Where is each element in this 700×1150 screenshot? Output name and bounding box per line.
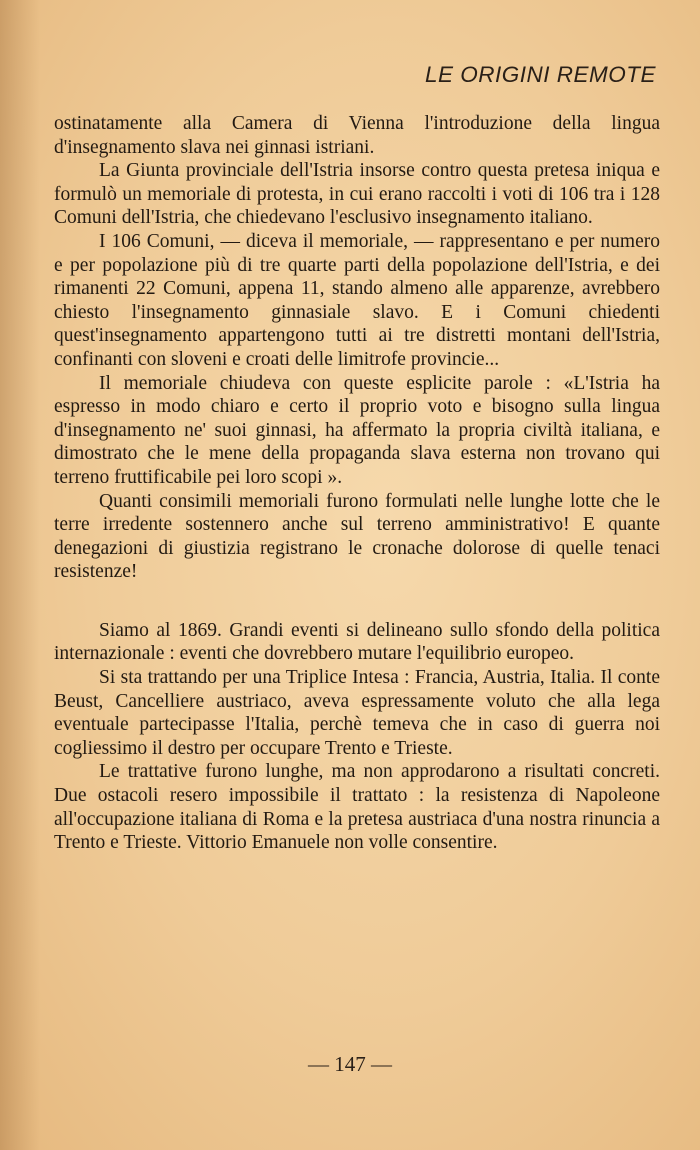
paragraph-giunta: La Giunta provinciale dell'Istria insorse contro questa pretesa iniqua e formulò un memoriale di protesta, in cui erano raccolti i voti di 106 tra i 128 Comuni dell'Istria, che chiedevano l'esclusivo insegnamento italiano. [54,160,660,229]
paragraph-1869: Siamo al 1869. Grandi eventi si delineano sullo sfondo della politica internazionale : eventi che dovrebbero mutare l'equilibrio europeo. [54,619,660,665]
paragraph-continuation: ostinatamente alla Camera di Vienna l'introduzione della lingua d'insegnamento slava nei ginnasi istriani. [54,113,660,158]
paragraph-memoriale-quote: Il memoriale chiudeva con queste esplicite parole : «L'Istria ha espresso in modo chiaro e certo il proprio voto e bisogno sulla lingua d'insegnamento ne' suoi ginnasi, ha affermato la propria civiltà italiana, e dimostrato che le mene della propaganda slava esterna non trovano qui terreno fruttificabile pei loro scopi ». [54,372,660,488]
paragraph-comuni: I 106 Comuni, — diceva il memoriale, — rappresentano e per numero e per popolazione più di tre quarte parti della popolazione dell'Istria, e dei rimanenti 22 Comuni, appena 11, stando almeno alle apparenze, avrebbero chiesto l'insegnamento ginnasiale slavo. E i Comuni chiedenti quest'insegnamento appartengono tutti ai tre distretti montani dell'Istria, confinanti con sloveni e croati delle limitrofe provincie... [54,230,660,370]
page-number: — 147 — [308,1052,392,1076]
running-head: LE ORIGINI REMOTE [424,62,656,87]
page-edge-shadow [0,0,40,1150]
paragraph-trattative: Le trattative furono lunghe, ma non approdarono a risultati concreti. Due ostacoli resero impossibile il trattato : la resistenza di Napoleone all'occupazione italiana di Roma e la pretesa austriaca d'una nostra rinuncia a Trento e Trieste. Vittorio Emanuele non volle consentire. [54,761,660,854]
body-text [54,112,660,855]
paragraph-triplice: Si sta trattando per una Triplice Intesa : Francia, Austria, Italia. Il conte Beust, Cancelliere austriaco, aveva espressamente voluto che alla lega eventuale partecipasse l'Italia, perchè temeva che in caso di guerra noi cogliessimo il destro per occupare Trento e Trieste. [54,667,660,759]
paragraph-consimili: Quanti consimili memoriali furono formulati nelle lunghe lotte che le terre irredente sostennero anche sul terreno amministrativo! E quante denegazioni di giustizia registrano le cronache dolorose di quelle tenaci resistenze! [54,490,660,583]
